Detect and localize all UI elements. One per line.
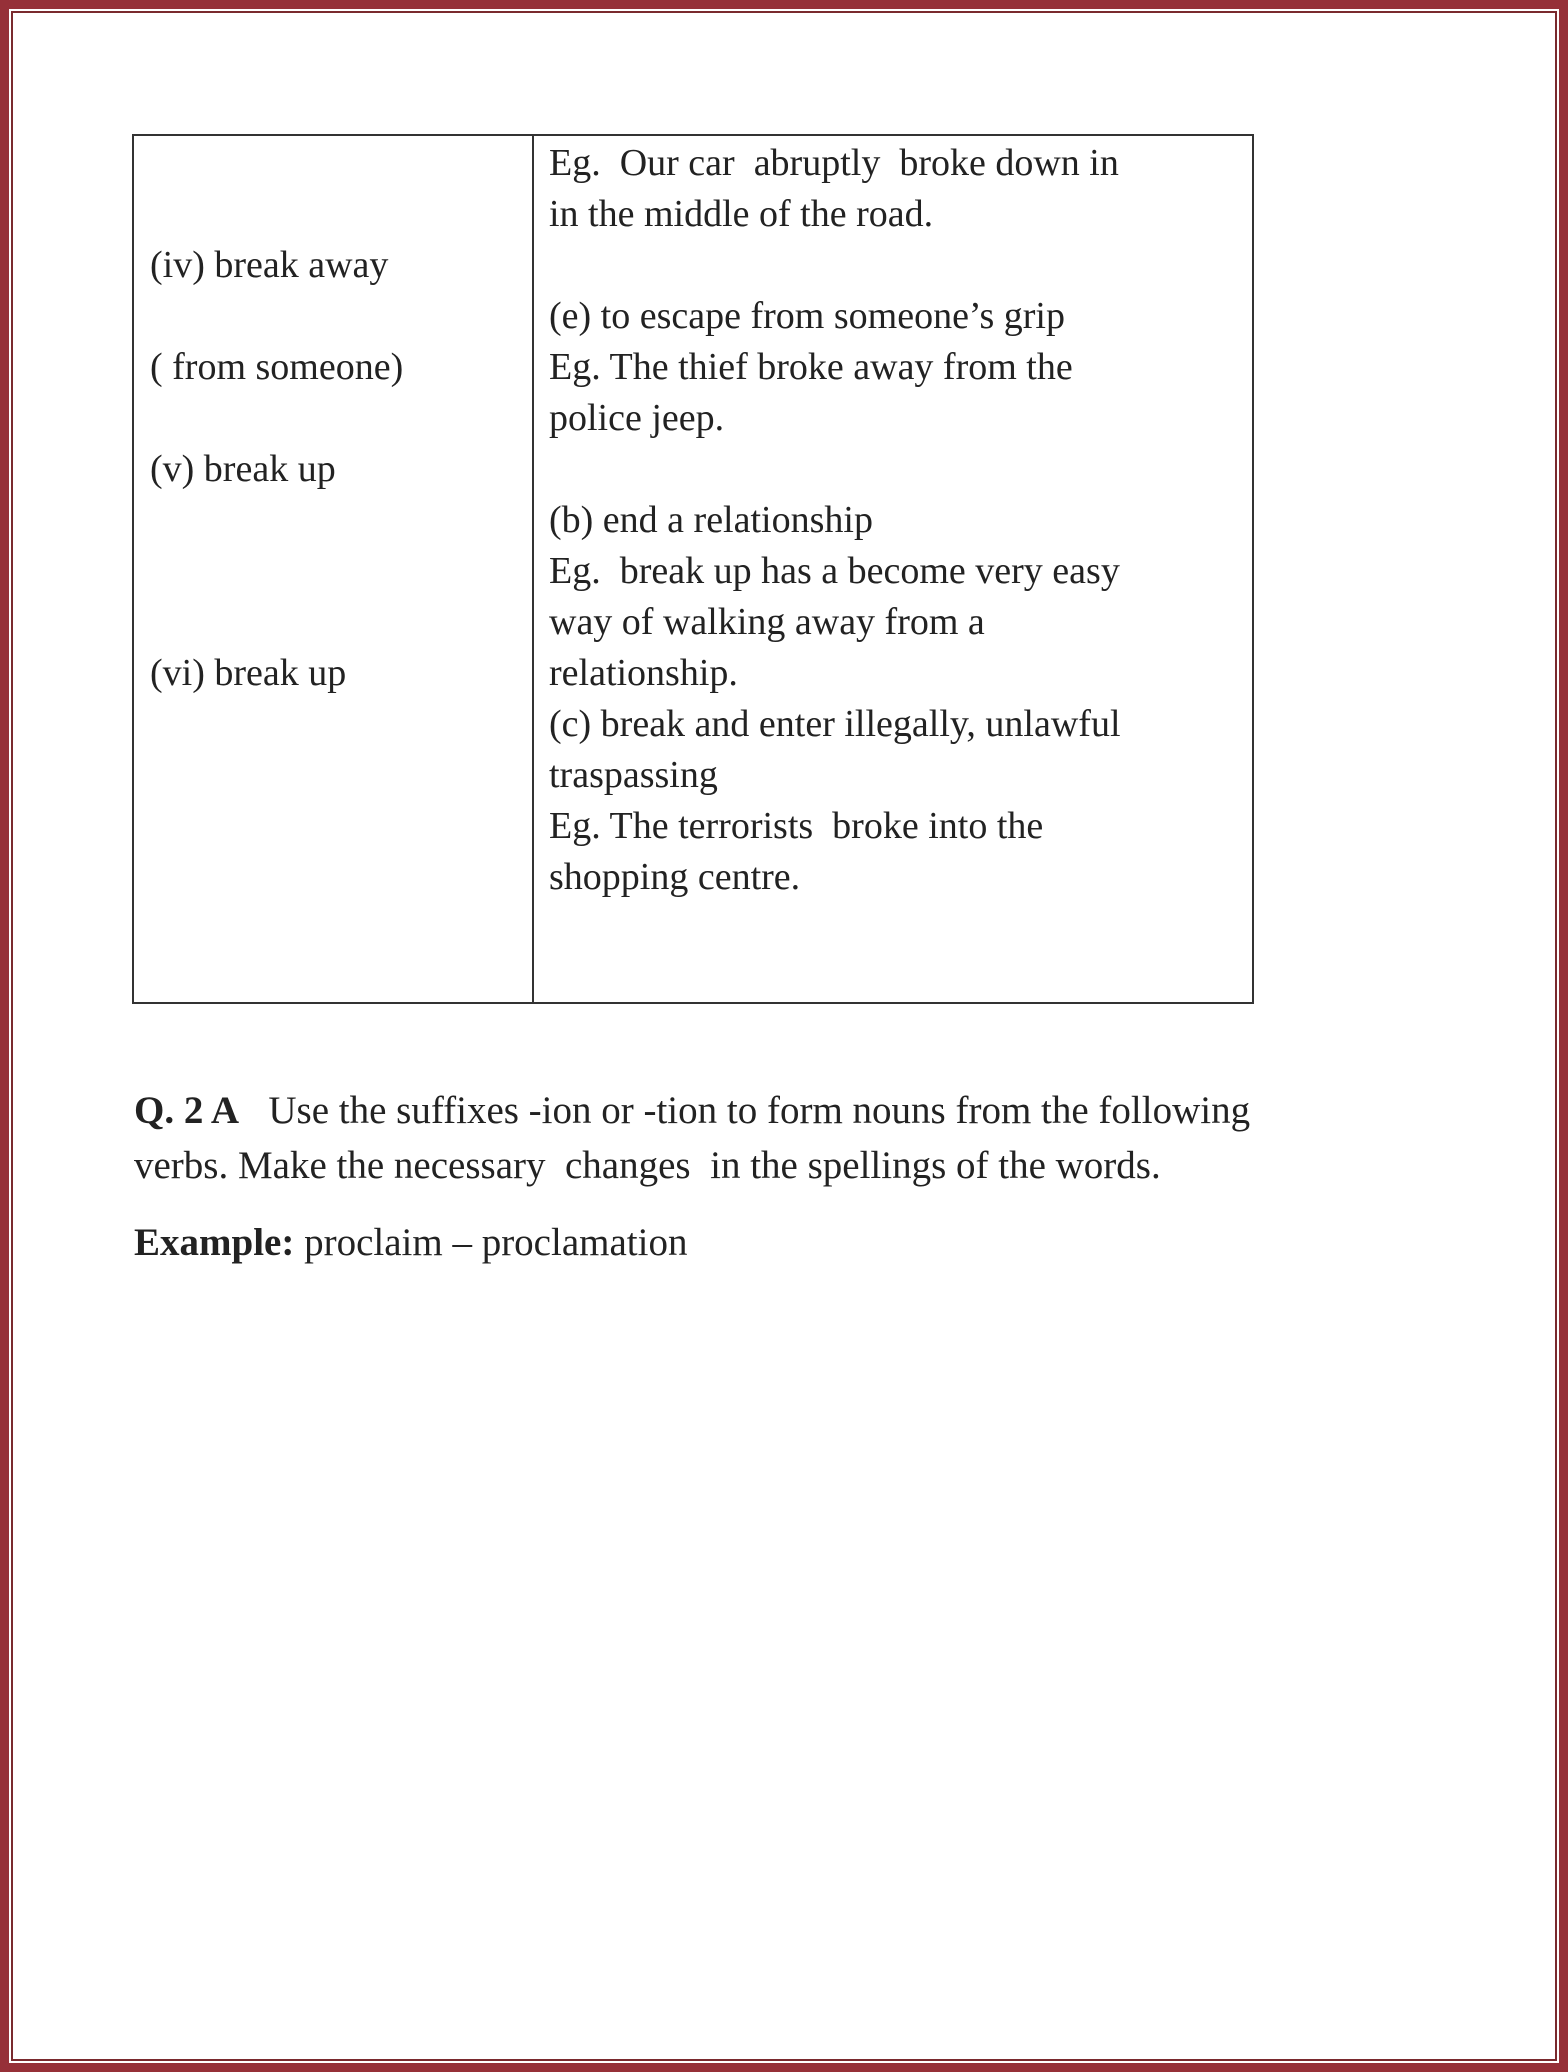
meaning-line: police jeep. [549, 397, 725, 439]
meaning-line: in the middle of the road. [549, 193, 934, 235]
meaning-line: (c) break and enter illegally, unlawful [549, 703, 1121, 745]
example-label: Example: [134, 1221, 295, 1264]
meaning-line: (e) to escape from someone’s grip [549, 295, 1065, 337]
example-line [134, 1218, 687, 1268]
meaning-line: shopping centre. [549, 856, 801, 898]
question-line-1 [134, 1086, 1250, 1136]
question-line-2: verbs. Make the necessary changes in the spellings of the words. [134, 1144, 1161, 1187]
meaning-line: way of walking away from a [549, 601, 985, 643]
question-text: Use the suffixes -ion or -tion to form nouns from the following [268, 1089, 1251, 1132]
phrase-cell: (vi) break up [150, 652, 347, 694]
question-label: Q. 2 A [134, 1089, 240, 1132]
example-text: proclaim – proclamation [304, 1221, 688, 1264]
meaning-line: Eg. The thief broke away from the [549, 346, 1073, 388]
meaning-line: traspassing [549, 754, 718, 796]
meaning-line: Eg. The terrorists broke into the [549, 805, 1044, 847]
meaning-line: Eg. Our car abruptly broke down in [549, 142, 1119, 184]
meaning-line: (b) end a relationship [549, 499, 873, 541]
meaning-line: Eg. break up has a become very easy [549, 550, 1120, 592]
meaning-line: relationship. [549, 652, 738, 694]
phrase-cell: (v) break up [150, 448, 336, 490]
phrase-cell: ( from someone) [150, 346, 404, 388]
table-column-divider [532, 134, 534, 1004]
phrase-cell: (iv) break away [150, 244, 389, 286]
